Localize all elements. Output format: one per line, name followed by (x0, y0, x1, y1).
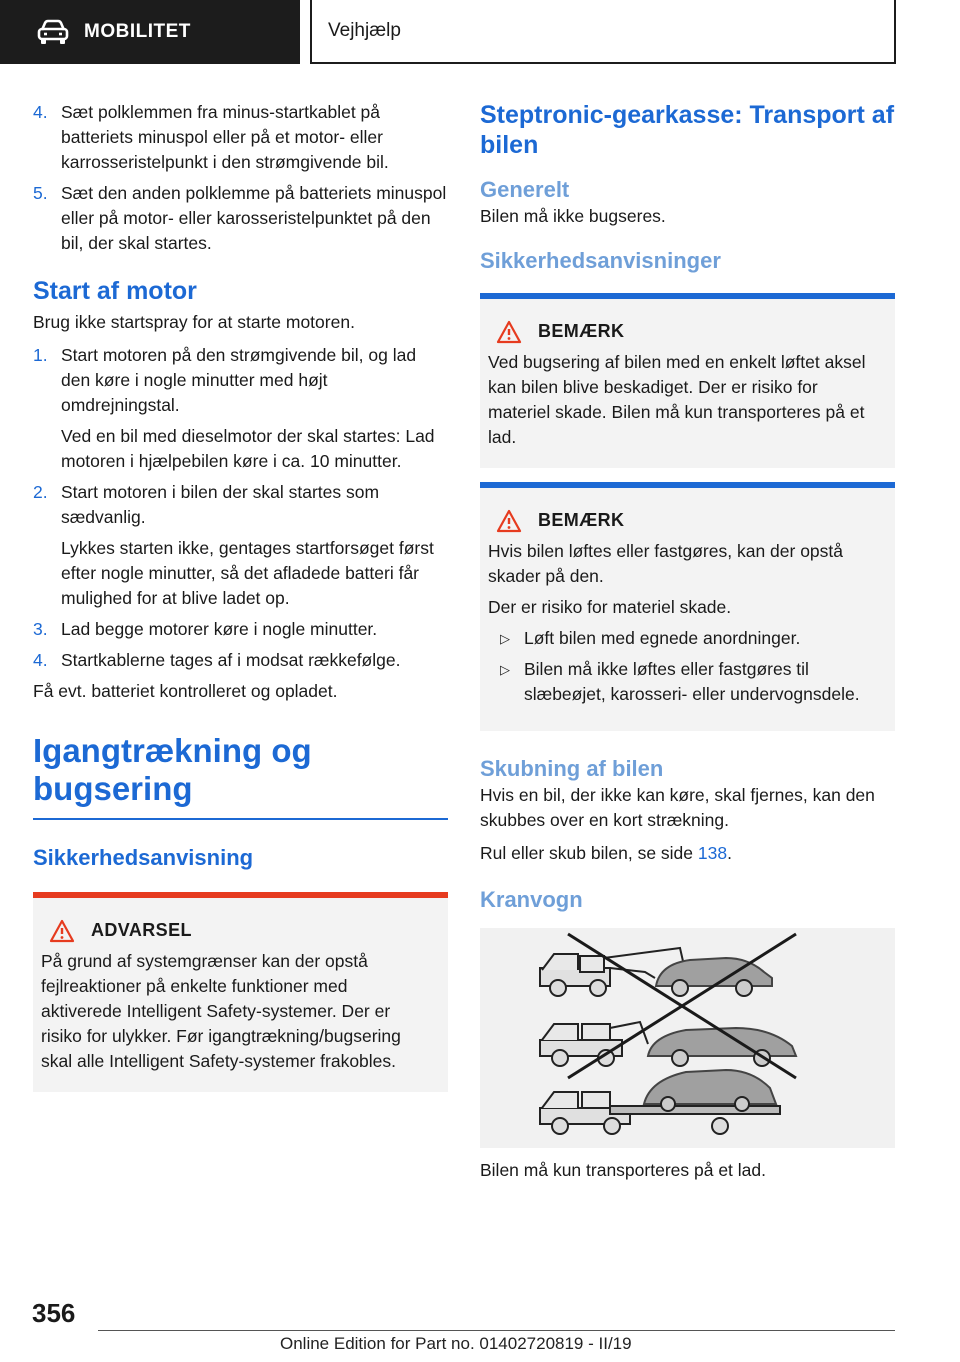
step-number: 3. (33, 619, 48, 639)
bullet-text: Bilen må ikke løftes eller fastgøres til slæbeøjet, karosseri- eller undervognsdele. (524, 659, 860, 704)
chapter-title: Vejhjælp (328, 20, 401, 41)
illustration-caption: Bilen må kun transporteres på et lad. (480, 1160, 766, 1180)
battery-check-text: Få evt. batteriet kontrolleret og opladet. (33, 681, 338, 701)
tow-truck-heading: Kranvogn (480, 887, 583, 912)
callout-header (496, 319, 879, 344)
step-note: Lykkes starten ikke, gentages startforsøget først efter nogle minutter, så det afladede batteri får mulighed for at blive ladet op. (61, 538, 434, 608)
callout-title: BEMÆRK (538, 510, 625, 530)
main-heading: Igangtrækning og bugsering (33, 732, 312, 807)
right-column (480, 100, 895, 1191)
tow-truck-illustration (480, 928, 895, 1148)
step-number: 1. (33, 345, 48, 365)
warning-text: På grund af systemgrænser kan der opstå fejlreaktioner på enkelte funktioner med aktiverede Intelligent Safety-systemer. Der er risiko for ulykker. Før igangtrækning/bugsering skal alle Intelligent Safety-systemer frakobles. (41, 951, 401, 1071)
step-text: Sæt polklemmen fra minus-startkablet på batteriets minuspol eller på et motor- eller karrosseristelpunkt i den strømgivende bil. (61, 102, 389, 172)
step-note: Ved en bil med dieselmotor der skal startes: Lad motoren i hjælpebilen køre i ca. 10 minutter. (61, 426, 435, 471)
note-text: Der er risiko for materiel skade. (488, 597, 732, 617)
steps-list-cables (33, 100, 448, 256)
callout-title: BEMÆRK (538, 321, 625, 341)
list-item (33, 480, 448, 611)
bullet-triangle-icon: ▷ (500, 662, 510, 677)
note-callout-towing (480, 293, 895, 468)
warning-triangle-icon (496, 509, 522, 533)
page-number: 356 (32, 1298, 76, 1328)
note-text: Hvis bilen løftes eller fastgøres, kan der opstå skader på den. (488, 541, 844, 586)
list-item (488, 626, 879, 651)
left-column (33, 100, 448, 1092)
section-tab (0, 0, 300, 64)
push-heading: Skubning af bilen (480, 756, 664, 781)
warning-triangle-icon (496, 320, 522, 344)
step-number: 5. (33, 183, 48, 203)
callout-header (496, 508, 879, 533)
push-ref-suffix: . (727, 843, 732, 863)
edition-text: Online Edition for Part no. 01402720819 - II/19 (280, 1334, 632, 1353)
car-icon (36, 18, 70, 46)
list-item (33, 100, 448, 175)
warning-triangle-icon (49, 919, 75, 943)
push-text: Hvis en bil, der ikke kan køre, skal fjernes, kan den skubbes over en kort strækning. (480, 785, 875, 830)
bullet-triangle-icon: ▷ (500, 631, 510, 646)
note-callout-lifting (480, 482, 895, 731)
bullet-list (488, 626, 879, 707)
list-item (488, 657, 879, 707)
callout-header (49, 918, 432, 943)
step-number: 2. (33, 482, 48, 502)
note-text: Ved bugsering af bilen med en enkelt løftet aksel kan bilen blive beskadiget. Der er risiko for materiel skade. Bilen må kun transporteres på et lad. (488, 352, 866, 447)
heading-rule (33, 818, 448, 820)
step-text: Startkablerne tages af i modsat rækkefølge. (61, 650, 401, 670)
step-text: Sæt den anden polklemme på batteriets minuspol eller på motor- eller karosseristelpunktet på den bil, der skal startes. (61, 183, 447, 253)
callout-title: ADVARSEL (91, 920, 192, 940)
start-intro: Brug ikke startspray for at starte motoren. (33, 312, 355, 332)
safety-heading: Sikkerhedsanvisning (33, 845, 254, 870)
section-title: MOBILITET (84, 21, 191, 42)
step-number: 4. (33, 102, 48, 122)
footer-rule (98, 1330, 895, 1331)
general-text: Bilen må ikke bugseres. (480, 206, 666, 226)
step-text: Lad begge motorer køre i nogle minutter. (61, 619, 378, 639)
list-item (33, 648, 448, 673)
list-item (33, 181, 448, 256)
step-number: 4. (33, 650, 48, 670)
chapter-tab (310, 0, 896, 64)
steps-list-start (33, 343, 448, 673)
general-heading: Generelt (480, 177, 570, 202)
step-text: Start motoren på den strømgivende bil, og lad den køre i nogle minutter med højt omdrejningstal. (61, 345, 417, 415)
start-heading: Start af motor (33, 277, 197, 305)
transport-heading: Steptronic-gearkasse: Transport af bilen (480, 101, 895, 159)
push-reference (480, 841, 895, 866)
safety-instructions-heading: Sikkerhedsanvisninger (480, 248, 721, 273)
list-item (33, 617, 448, 642)
push-ref-prefix: Rul eller skub bilen, se side (480, 843, 698, 863)
tow-truck-drawing (480, 928, 895, 1148)
list-item (33, 343, 448, 474)
page-link[interactable]: 138 (697, 843, 728, 863)
warning-callout (33, 892, 448, 1092)
bullet-text: Løft bilen med egnede anordninger. (524, 628, 801, 648)
step-text: Start motoren i bilen der skal startes som sædvanlig. (61, 482, 380, 527)
